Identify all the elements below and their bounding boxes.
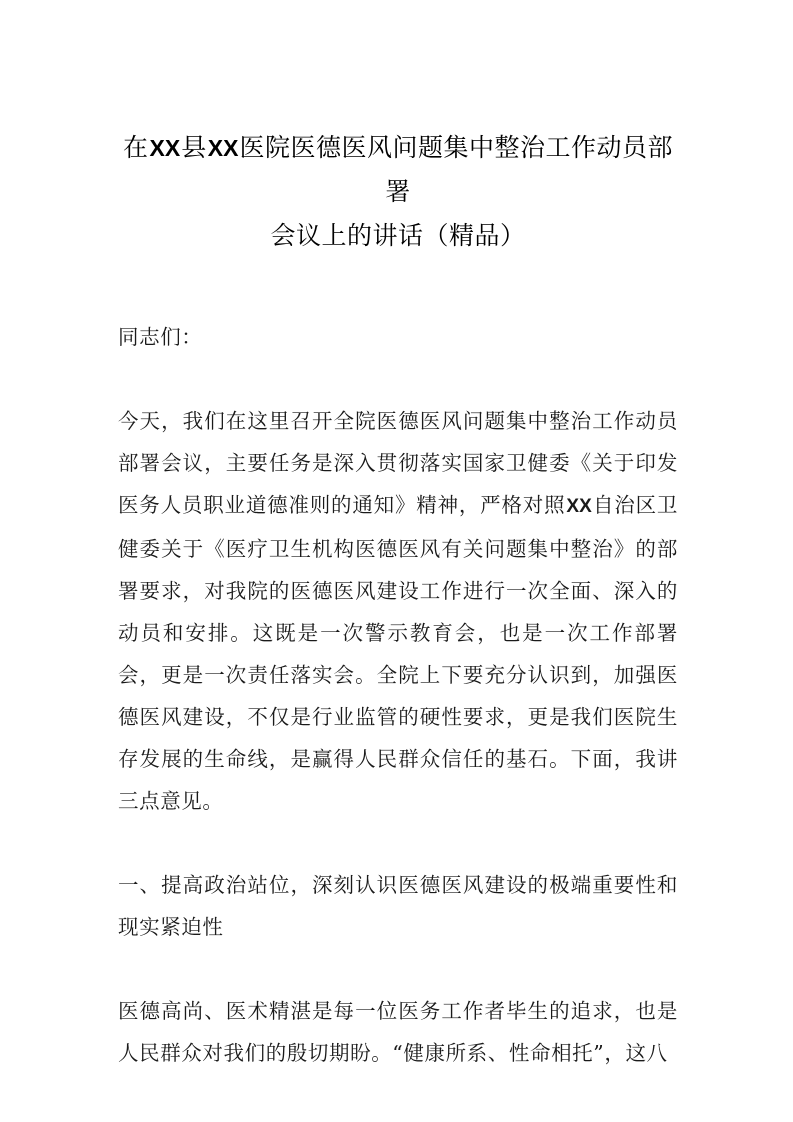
page-content	[118, 0, 678, 1074]
page-title	[118, 0, 678, 258]
section-heading-1: 一、提高政治站位，深刻认识医德医风建设的极端重要性和现实紧迫性	[118, 873, 678, 939]
document-body	[118, 316, 678, 1074]
title-line-1: 在XX县XX医院医德医风问题集中整治工作动员部署	[123, 133, 673, 206]
body-placeholder-xx: XX	[566, 496, 592, 517]
title-placeholder-xx-2: XX	[207, 135, 239, 161]
title-line-2: 会议上的讲话（精品）	[270, 221, 526, 250]
salutation: 同志们：	[118, 325, 203, 349]
paragraph-opening: 今天，我们在这里召开全院医德医风问题集中整治工作动员部署会议，主要任务是深入贯彻落实国家卫健委《关于印发医务人员职业道德准则的通知》精神，严格对照XX自治区卫健委关于《医疗卫生机构医德医风有关问题集中整治》的部署要求，对我院的医德医风建设工作进行一次全面、深入的动员和安排。这既是一次警示教育会，也是一次工作部署会，更是一次责任落实会。全院上下要充分认识到，加强医德医风建设，不仅是行业监管的硬性要求，更是我们医院生存发展的生命线，是赢得人民群众信任的基石。下面，我讲三点意见。	[118, 409, 678, 813]
paragraph-section1-body: 医德高尚、医术精湛是每一位医务工作者毕生的追求，也是人民群众对我们的殷切期盼。“健康所系、性命相托”，这八	[118, 999, 678, 1065]
title-placeholder-xx-1: XX	[149, 135, 181, 161]
